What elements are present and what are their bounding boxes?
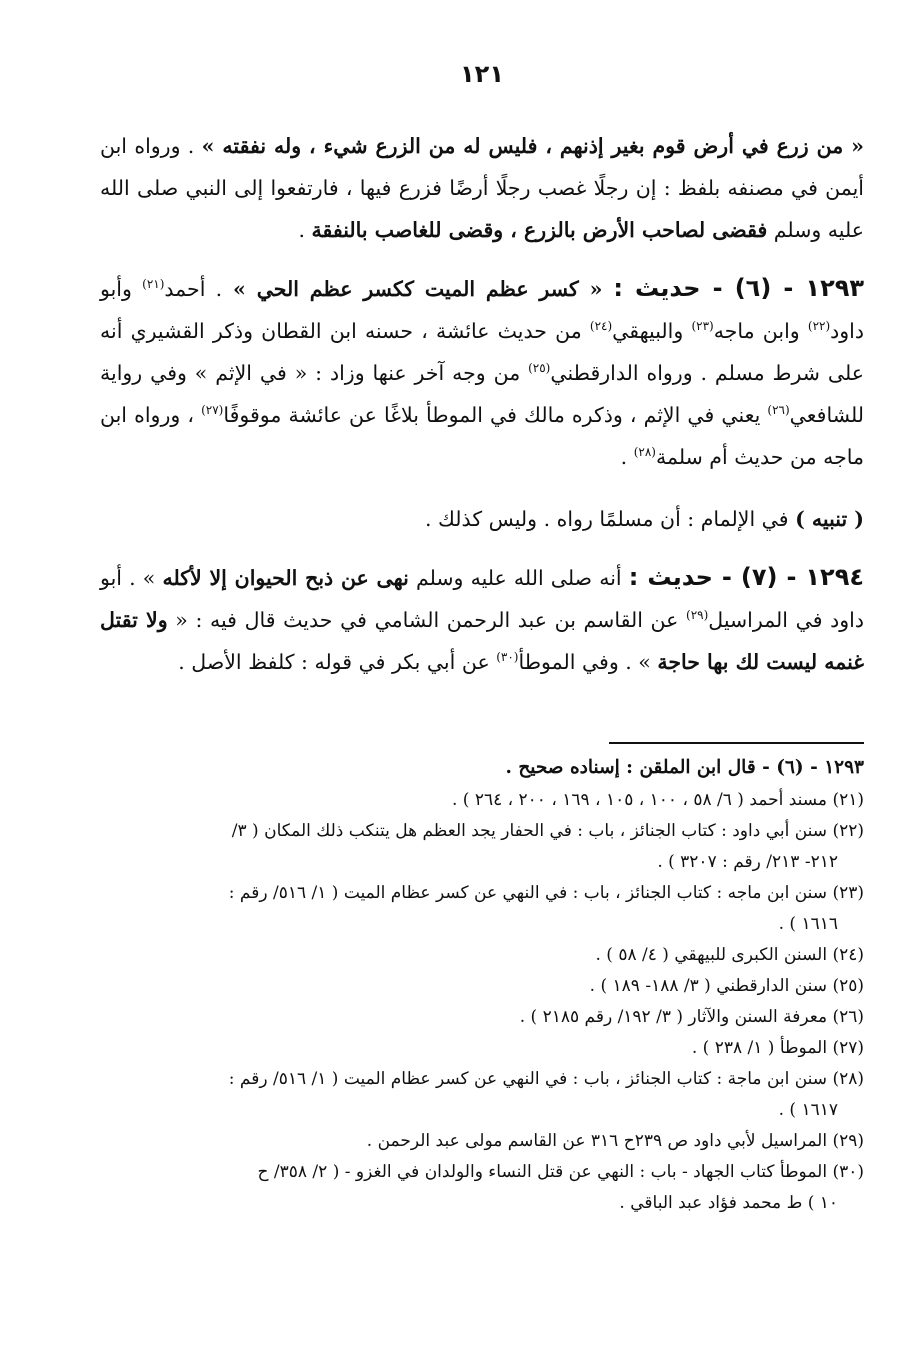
- ruling-text: فقضى لصاحب الأرض بالزرع ، وقضى للغاصب بالنفقة: [311, 218, 768, 242]
- footnote-continuation: ٢١٢- ٢١٣/ رقم : ٣٢٠٧ ) .: [657, 852, 838, 872]
- paragraph-text: والبيهقي: [612, 319, 692, 343]
- footnote-item: (٢٥) سنن الدارقطني ( ٣/ ١٨٨- ١٨٩ ) .: [589, 976, 864, 996]
- footnote-continuation: ١٦١٦ ) .: [778, 914, 838, 934]
- paragraph-hadith-1294: [100, 556, 864, 683]
- footnote-ref: (٢١): [142, 277, 165, 292]
- hadith-quote: « من زرع في أرض قوم بغير إذنهم ، فليس له من الزرع شيء ، وله نفقته »: [201, 134, 864, 158]
- paragraph-text: » . أبو داود في المراسيل: [100, 566, 864, 632]
- footnote-item: (٣٠) الموطأ كتاب الجهاد - باب : النهي عن قتل النساء والولدان في الغزو - ( ٢/ ٣٥٨/ ح: [257, 1162, 864, 1182]
- paragraph-text: ، ورواه ابن ماجه من حديث أم سلمة: [100, 403, 864, 469]
- paragraph-text: عن القاسم بن عبد الرحمن الشامي في حديث قال فيه : «: [167, 608, 687, 632]
- paragraph-text: يعني في الإثم ، وذكره مالك في الموطأ بلاغًا عن عائشة موقوفًا: [223, 403, 768, 427]
- footnote-divider: [609, 742, 864, 744]
- footnote-ref: (٢٤): [589, 319, 613, 334]
- footnote-ref: (٢٦): [767, 403, 790, 418]
- footnotes: [100, 752, 864, 1219]
- footnote-item: (٢٤) السنن الكبرى للبيهقي ( ٤/ ٥٨ ) .: [595, 945, 864, 965]
- paragraph-text: . ورواه ابن أيمن في مصنفه بلفظ : إن رجلًا غصب رجلًا أرضًا فزرع فيها ، فارتفعوا إلى النبي صلى الله عليه وسلم: [100, 134, 864, 242]
- paragraph-text: وابن ماجه: [713, 319, 808, 343]
- footnote-ref: (٢٩): [686, 608, 709, 623]
- footnote-item: (٢٨) سنن ابن ماجة : كتاب الجنائز ، باب : في النهي عن كسر عظام الميت ( ١/ ٥١٦/ رقم :: [228, 1069, 864, 1089]
- footnote-item: (٢٦) معرفة السنن والآثار ( ٣/ ١٩٢/ رقم ٢١٨٥ ) .: [519, 1007, 864, 1027]
- note-label: ( تنبيه ): [795, 507, 864, 531]
- footnote-header: ١٢٩٣ - (٦) - قال ابن الملقن : إسناده صحيح .: [505, 757, 864, 778]
- main-text: [100, 125, 864, 683]
- paragraph-text: من وجه آخر عنها وزاد : « في الإثم » وفي رواية للشافعي: [100, 361, 865, 427]
- hadith-number: ١٢٩٤ - (٧) - حديث :: [628, 563, 864, 591]
- hadith-quote: نهى عن ذبح الحيوان إلا لأكله: [162, 566, 409, 590]
- footnote-item: (٢١) مسند أحمد ( ٦/ ٥٨ ، ١٠٠ ، ١٠٥ ، ١٦٩ ، ٢٠٠ ، ٢٦٤ ) .: [451, 790, 864, 810]
- hadith-number: ١٢٩٣ - (٦) - حديث :: [613, 274, 865, 302]
- paragraph-text: أنه صلى الله عليه وسلم: [408, 566, 629, 590]
- footnote-item: (٢٢) سنن أبي داود : كتاب الجنائز ، باب : في الحفار يجد العظم هل يتنكب ذلك المكان ( ٣/: [231, 821, 864, 841]
- footnote-item: (٢٣) سنن ابن ماجه : كتاب الجنائز ، باب : في النهي عن كسر عظام الميت ( ١/ ٥١٦/ رقم :: [228, 883, 864, 903]
- footnote-ref: (٢٥): [528, 361, 551, 376]
- footnote-ref: (٣٠): [496, 650, 519, 665]
- footnote-item: (٢٧) الموطأ ( ١/ ٢٣٨ ) .: [691, 1038, 864, 1058]
- hadith-quote: « كسر عظم الميت ككسر عظم الحي »: [222, 277, 614, 301]
- footnote-ref: (٢٣): [691, 319, 714, 334]
- paragraph-text: من حديث عائشة ، حسنه ابن القطان وذكر القشيري أنه على شرط مسلم . ورواه الدارقطني: [100, 319, 864, 385]
- paragraph-text: .: [620, 445, 634, 469]
- paragraph-text: في الإلمام : أن مسلمًا رواه . وليس كذلك .: [425, 507, 796, 531]
- footnote-ref: (٢٧): [201, 403, 224, 418]
- paragraph-text: . أحمد: [164, 277, 223, 301]
- paragraph-hadith-zar: [100, 125, 864, 251]
- footnote-ref: (٢٢): [807, 319, 831, 334]
- footnote-continuation: ١٦١٧ ) .: [778, 1100, 838, 1120]
- footnote-item: (٢٩) المراسيل لأبي داود ص ٢٣٩ح ٣١٦ عن القاسم مولى عبد الرحمن .: [366, 1131, 864, 1151]
- paragraph-text: » . وفي الموطأ: [518, 650, 658, 674]
- paragraph-text: عن أبي بكر في قوله : كلفظ الأصل .: [178, 650, 497, 674]
- paragraph-hadith-1293: [100, 267, 864, 478]
- document-page: [100, 0, 864, 1364]
- paragraph-note: [100, 498, 864, 540]
- hadith-quote: ولا تقتل غنمه ليست لك بها حاجة: [100, 608, 864, 674]
- footnote-continuation: ١٠ ) ط محمد فؤاد عبد الباقي .: [619, 1193, 838, 1213]
- paragraph-text: وأبو داود: [100, 277, 864, 343]
- paragraph-text: .: [298, 218, 312, 242]
- page-number: ١٢١: [460, 60, 504, 88]
- footnote-ref: (٢٨): [633, 445, 656, 460]
